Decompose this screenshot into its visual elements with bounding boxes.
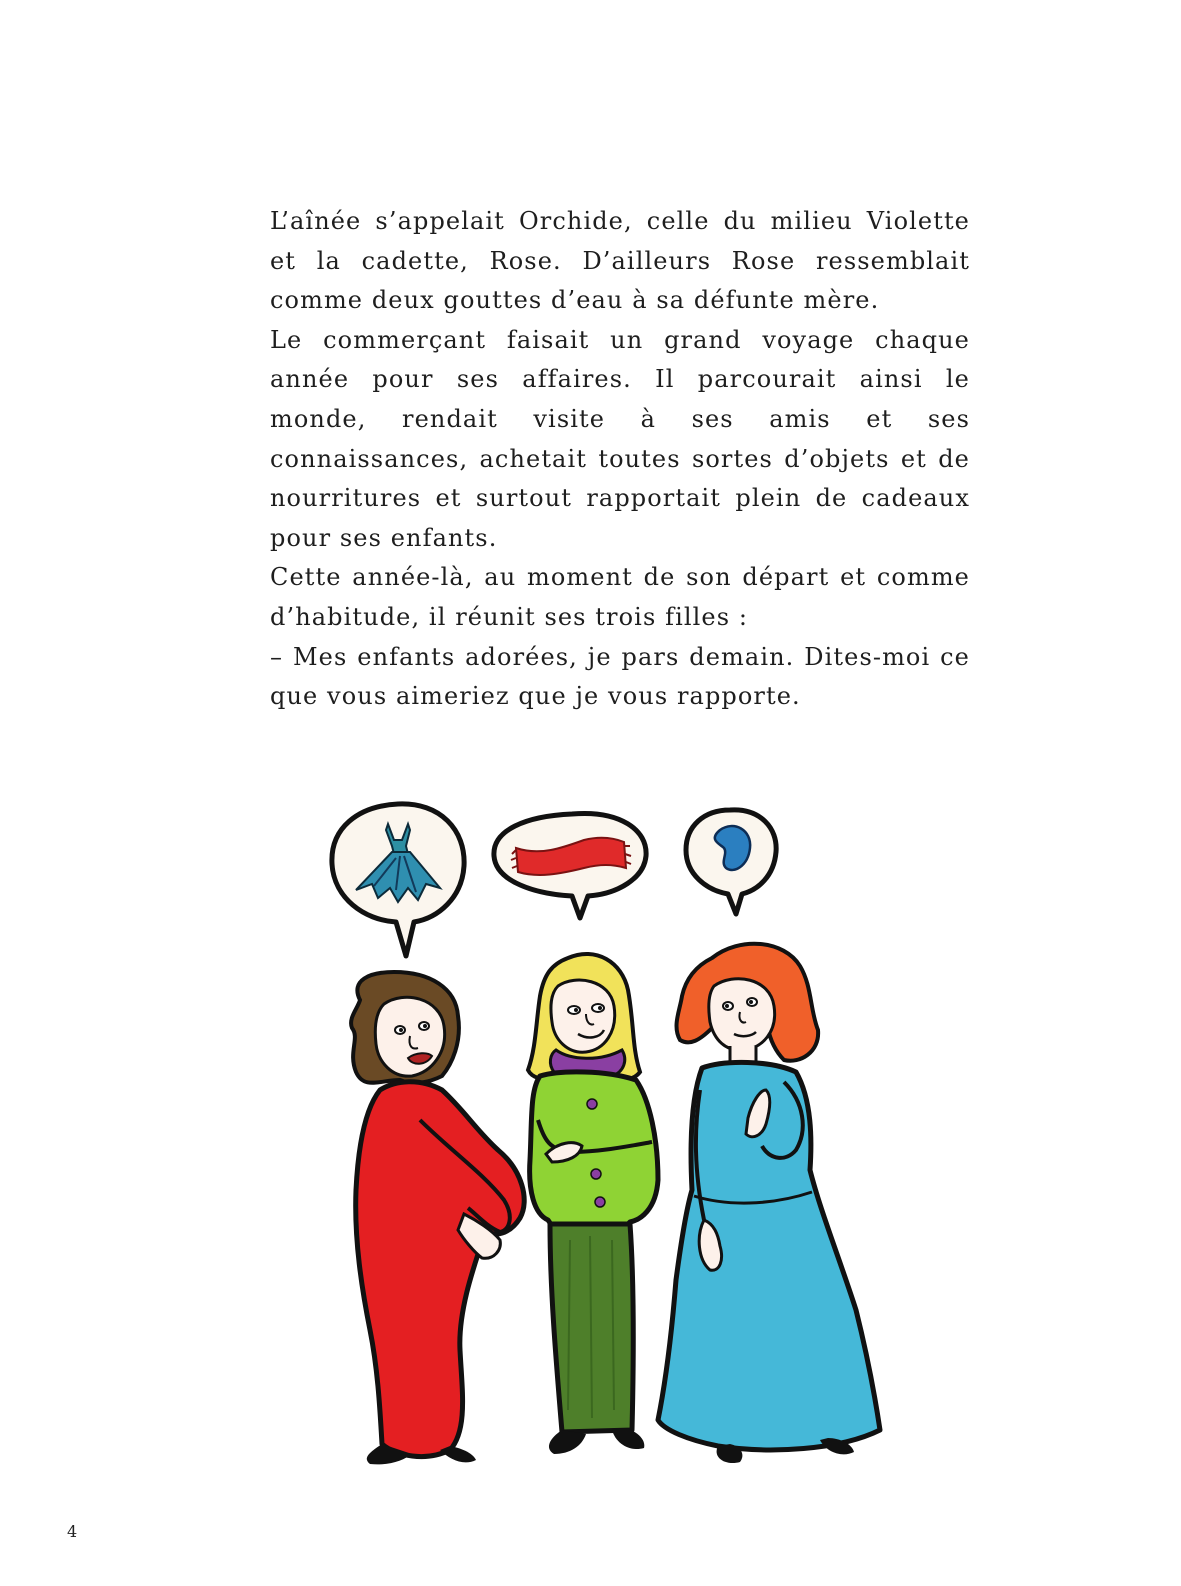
thought-bubble-dress (332, 804, 464, 956)
three-sisters-illustration (300, 790, 940, 1510)
paragraph-3: Cette année-là, au moment de son départ et comme d’habitude, il réunit ses trois filles : (270, 563, 970, 631)
story-text (270, 202, 970, 717)
thought-bubble-scarf (494, 813, 646, 918)
paragraph-4: – Mes enfants adorées, je pars demain. Dites-moi ce que vous aimeriez que je vous rapporte. (270, 642, 970, 711)
paragraph-2: Le commerçant faisait un grand voyage chaque année pour ses affaires. Il parcourait ainsi le monde, rendait visite à ses amis et ses connaissances, achetait toutes sortes d’objets et de nourritures et surtout rapportait plein de cadeaux pour ses enfants. (270, 325, 970, 552)
woman-red-dress (351, 972, 524, 1464)
woman-green-jacket (528, 954, 658, 1454)
woman-blue-dress (658, 944, 880, 1463)
page-number: 4 (67, 1522, 78, 1541)
paragraph-1: L’aînée s’appelait Orchide, celle du milieu Violette et la cadette, Rose. D’ailleurs Rose ressemblait comme deux gouttes d’eau à sa défunte mère. (270, 207, 970, 315)
thought-bubble-bean (686, 810, 776, 914)
